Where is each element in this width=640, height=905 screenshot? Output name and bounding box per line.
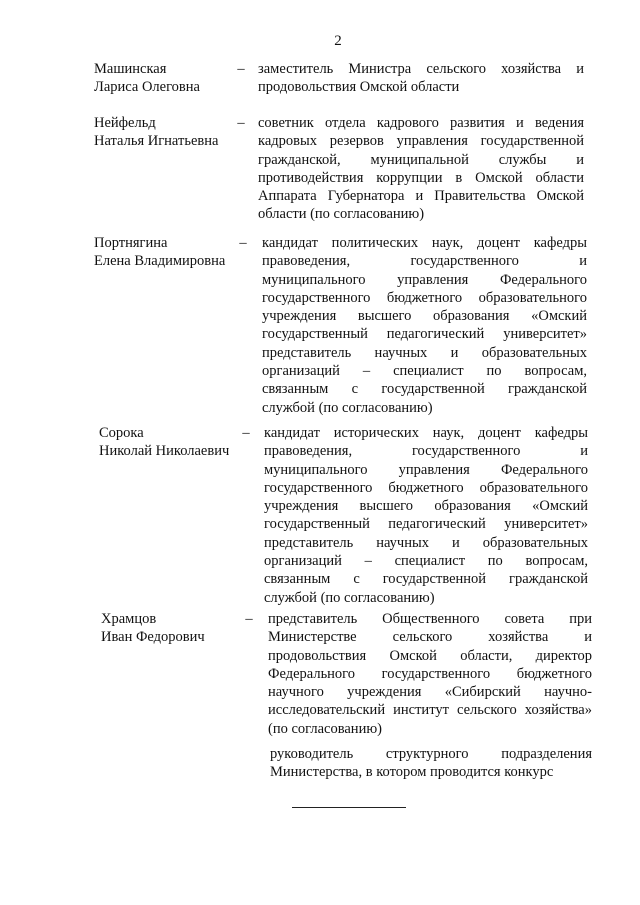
dash-separator: – [242, 425, 250, 441]
member-surname: Машинская [94, 61, 167, 77]
position-line: заместитель Министра сельского хозяйства и [258, 61, 584, 77]
member-given-name: Елена Владимировна [94, 253, 226, 270]
position-line: службой (по согласованию) [262, 399, 433, 416]
member-name [101, 610, 241, 647]
member-given-name: Лариса Олеговна [94, 79, 200, 96]
position-line: Аппарата Губернатора и Правительства Омской [258, 188, 584, 205]
position-line: гражданской, муниципальной службы и [258, 151, 584, 168]
position-line: кадровых резервов управления государственной [258, 133, 584, 150]
dash-separator: – [237, 61, 245, 77]
position-line: связанным с государственной гражданской [264, 571, 588, 588]
dash-separator: – [239, 235, 247, 251]
position-line: области (по согласованию) [258, 206, 425, 223]
position-line: организаций – специалист по вопросам, [264, 553, 588, 570]
member-position [262, 234, 587, 417]
position-line: Министерстве сельского хозяйства и [268, 629, 592, 646]
member-name [94, 114, 234, 151]
page-number: 2 [334, 33, 342, 49]
member-position [258, 60, 584, 97]
position-line: учреждения высшего образования «Омский [262, 308, 587, 325]
end-divider [292, 807, 406, 808]
position-line: связанным с государственной гражданской [262, 381, 587, 398]
position-line: представитель научных и образовательных [264, 534, 588, 551]
position-line: правоведения, государственного и [262, 253, 587, 270]
member-position [264, 424, 588, 607]
position-line: кандидат исторических наук, доцент кафедры [264, 425, 588, 441]
position-line: советник отдела кадрового развития и ведения [258, 115, 584, 131]
position-line: научного учреждения «Сибирский научно- [268, 684, 592, 701]
position-line: учреждения высшего образования «Омский [264, 498, 588, 515]
position-line: исследовательский институт сельского хозяйства» [268, 702, 592, 719]
closing-line: руководитель структурного подразделения [270, 746, 592, 762]
member-given-name: Николай Николаевич [99, 443, 230, 460]
closing-paragraph [270, 745, 592, 782]
position-line: представитель научных и образовательных [262, 344, 587, 361]
position-line: противодействия коррупции в Омской области [258, 169, 584, 186]
position-line: муниципального управления Федерального [264, 461, 588, 478]
position-line: продовольствия Омской области [258, 79, 460, 96]
member-name [99, 424, 239, 461]
position-line: (по согласованию) [268, 720, 382, 737]
position-line: правоведения, государственного и [264, 443, 588, 460]
position-line: представитель Общественного совета при [268, 611, 592, 627]
position-line: организаций – специалист по вопросам, [262, 363, 587, 380]
position-line: государственного бюджетного образовательного [264, 479, 588, 496]
member-position [258, 114, 584, 224]
position-line: Федерального государственного бюджетного [268, 665, 592, 682]
member-given-name: Наталья Игнатьевна [94, 133, 219, 150]
dash-separator: – [245, 611, 253, 627]
position-line: государственный педагогический университет» [264, 516, 588, 533]
member-position [268, 610, 592, 738]
member-surname: Нейфельд [94, 115, 156, 131]
member-surname: Портнягина [94, 235, 168, 251]
closing-line: Министерства, в котором проводится конкурс [270, 764, 554, 781]
dash-separator: – [237, 115, 245, 131]
position-line: кандидат политических наук, доцент кафедры [262, 235, 587, 251]
member-name [94, 60, 234, 97]
member-surname: Храмцов [101, 611, 157, 627]
member-name [94, 234, 234, 271]
member-surname: Сорока [99, 425, 144, 441]
position-line: продовольствия Омской области, директор [268, 647, 592, 664]
position-line: государственного бюджетного образовательного [262, 289, 587, 306]
position-line: службой (по согласованию) [264, 589, 435, 606]
member-given-name: Иван Федорович [101, 629, 205, 646]
position-line: государственный педагогический университет» [262, 326, 587, 343]
position-line: муниципального управления Федерального [262, 271, 587, 288]
